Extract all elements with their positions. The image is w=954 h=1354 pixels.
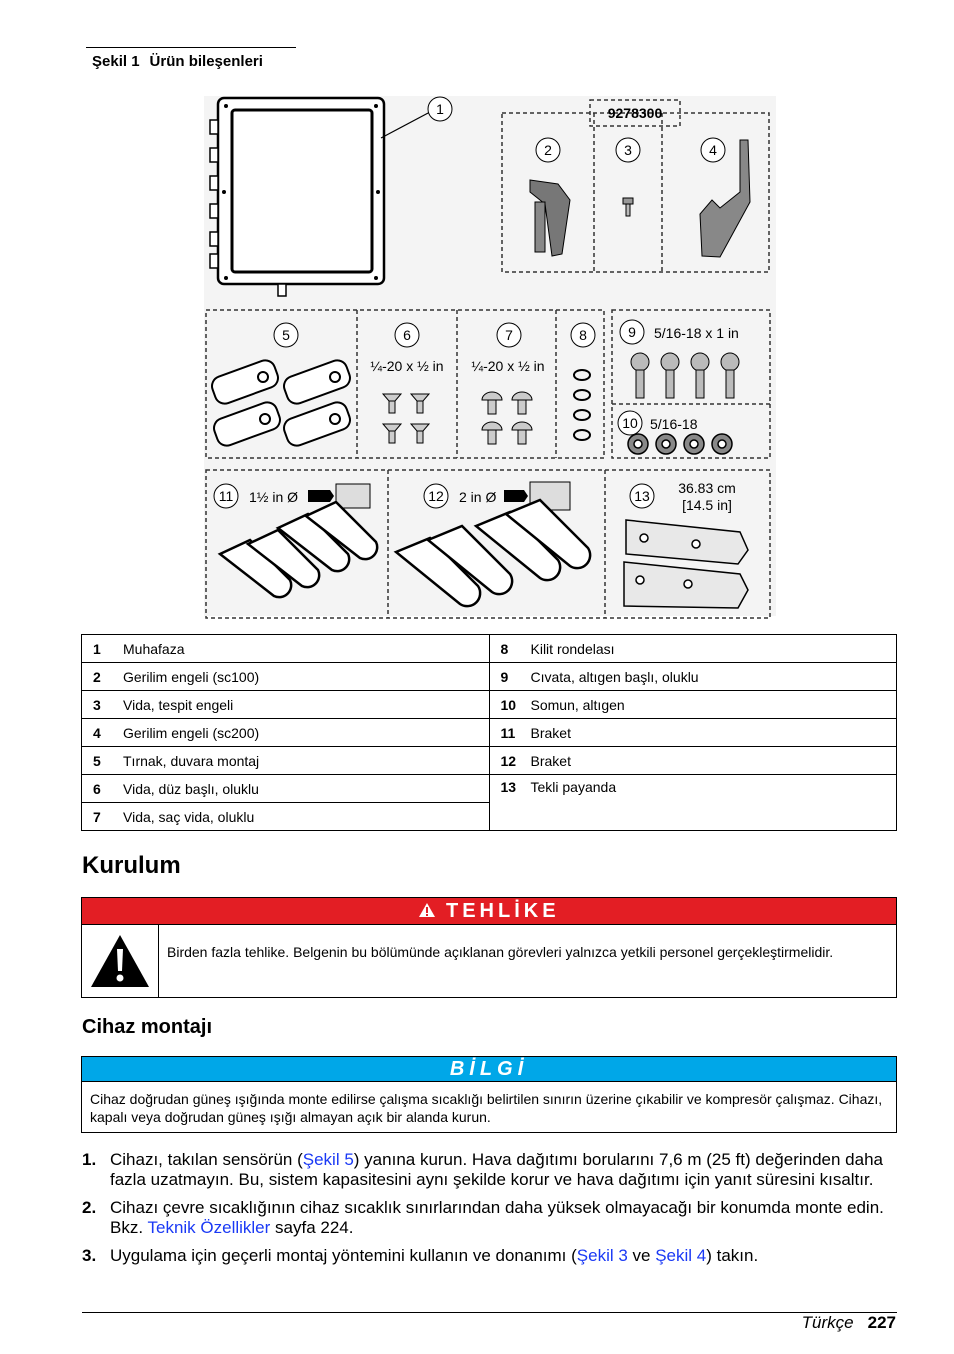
part-number: 13 <box>500 779 517 795</box>
parts-cell <box>82 775 490 803</box>
part-code: 9278300 <box>607 105 663 121</box>
length-in: [14.5 in] <box>682 497 732 513</box>
parts-cell <box>489 635 897 663</box>
callout-3-label: 3 <box>624 142 632 158</box>
product-components-figure <box>200 92 780 622</box>
parts-cell <box>82 663 490 691</box>
parts-cell <box>489 747 897 775</box>
danger-box <box>81 897 897 998</box>
part-name: Muhafaza <box>123 640 185 657</box>
parts-cell <box>82 635 490 663</box>
table-row <box>82 691 897 719</box>
part-number: 1 <box>93 640 101 657</box>
part-number: 8 <box>500 640 509 657</box>
step-text: Uygulama için geçerli montaj yöntemini kullanın ve donanımı ( <box>110 1246 577 1265</box>
part-number: 3 <box>93 696 101 713</box>
danger-header <box>82 898 896 925</box>
part-name: Gerilim engeli (sc100) <box>123 668 260 685</box>
page-footer <box>802 1313 896 1333</box>
figure-4-link[interactable]: Şekil 4 <box>655 1246 707 1265</box>
size-label-6: ¼-20 x ½ in <box>370 358 444 374</box>
parts-cell <box>489 719 897 747</box>
warning-icon <box>418 902 436 918</box>
part-name: Somun, altıgen <box>530 696 625 713</box>
note-header: BİLGİ <box>82 1057 896 1082</box>
part-name: Gerilim engeli (sc200) <box>123 724 260 741</box>
page-number: 227 <box>867 1313 896 1332</box>
parts-cell <box>489 663 897 691</box>
parts-cell <box>82 719 490 747</box>
part-name: Kilit rondelası <box>530 640 615 657</box>
danger-symbol <box>82 925 159 997</box>
step-text: Cihazı çevre sıcaklığının cihaz sıcaklık sınırlarından daha yüksek olmayacağı bir konumda monte edin. Bkz. <box>110 1198 884 1237</box>
part-number: 10 <box>500 696 517 713</box>
specifications-link[interactable]: Teknik Özellikler <box>147 1218 271 1237</box>
part-name: Tekli payanda <box>530 779 617 795</box>
step-text: sayfa 224. <box>270 1218 354 1237</box>
callout-8-label: 8 <box>579 327 587 343</box>
pipe-size-12: 2 in Ø <box>459 489 497 505</box>
danger-title: TEHLİKE <box>446 900 560 922</box>
figure-title-rule <box>86 47 296 48</box>
step-item <box>82 1198 902 1238</box>
footer-rule <box>82 1312 897 1313</box>
callout-2-label: 2 <box>544 142 552 158</box>
table-row <box>82 747 897 775</box>
part-name: Braket <box>530 752 571 769</box>
parts-cell <box>82 803 490 831</box>
part-number: 6 <box>93 780 101 797</box>
step-number: 2. <box>82 1198 97 1217</box>
part-number: 5 <box>93 752 101 769</box>
table-row <box>82 663 897 691</box>
step-text: ve <box>627 1246 656 1265</box>
callout-13-label: 13 <box>634 488 650 504</box>
part-name: Vida, düz başlı, oluklu <box>123 780 259 797</box>
part-number: 9 <box>500 668 509 685</box>
step-text: ) takın. <box>706 1246 759 1265</box>
figure-3-link[interactable]: Şekil 3 <box>576 1246 628 1265</box>
note-box <box>81 1056 897 1133</box>
figure-title <box>92 53 263 70</box>
size-label-9: 5/16-18 x 1 in <box>654 325 739 341</box>
step-item <box>82 1150 902 1190</box>
table-row <box>82 635 897 663</box>
callout-9-label: 9 <box>628 324 636 340</box>
length-cm: 36.83 cm <box>678 480 736 496</box>
part-number: 12 <box>500 752 517 769</box>
callout-11-label: 11 <box>218 488 234 504</box>
step-text: Cihazı, takılan sensörün ( <box>110 1150 303 1169</box>
part-name: Tırnak, duvara montaj <box>123 752 260 769</box>
callout-6-label: 6 <box>403 327 411 343</box>
part-name: Cıvata, altıgen başlı, oluklu <box>530 668 699 685</box>
part-number: 11 <box>500 724 516 741</box>
part-name: Braket <box>530 724 571 741</box>
note-text: Cihaz doğrudan güneş ışığında monte edilirse çalışma sıcaklığı belirtilen sınırın üzerine çıkabilir ve kompresör çalışmaz. Cihazı, kapalı veya doğrudan güneş ışığı almayan açık bir alanda kurun. <box>90 1091 883 1125</box>
callout-4-label: 4 <box>709 142 717 158</box>
callout-7-label: 7 <box>505 327 513 343</box>
parts-table <box>81 634 897 831</box>
figure-label: Şekil 1 <box>92 53 140 70</box>
section-title: Kurulum <box>82 852 181 879</box>
parts-cell <box>82 691 490 719</box>
parts-cell <box>82 747 490 775</box>
installation-steps <box>82 1150 902 1274</box>
figure-5-link[interactable]: Şekil 5 <box>302 1150 354 1169</box>
parts-cell <box>489 691 897 719</box>
table-row <box>82 719 897 747</box>
size-label-7: ¼-20 x ½ in <box>471 358 545 374</box>
pipe-size-11: 1½ in Ø <box>249 489 299 505</box>
part-number: 7 <box>93 808 101 825</box>
part-number: 4 <box>93 724 101 741</box>
callout-5-label: 5 <box>282 327 290 343</box>
part-name: Vida, saç vida, oluklu <box>123 808 255 825</box>
part-name: Vida, tespit engeli <box>123 696 234 713</box>
size-label-10: 5/16-18 <box>650 416 698 432</box>
footer-language: Türkçe <box>801 1313 854 1332</box>
parts-cell <box>489 775 897 831</box>
step-number: 1. <box>82 1150 97 1169</box>
step-number: 3. <box>82 1246 97 1265</box>
callout-12-label: 12 <box>428 488 444 504</box>
danger-text: Birden fazla tehlike. Belgenin bu bölümünde açıklanan görevleri yalnızca yetkili personel gerçekleştirmelidir. <box>167 944 834 960</box>
step-item <box>82 1246 902 1266</box>
warning-triangle-icon <box>89 933 151 989</box>
step-text: ) yanına kurun. Hava dağıtımı borularını 7,6 m (25 ft) değerinden daha fazla uzatmayın. Bu, sistem kapasitesini aynı şekilde korur ve hava dağıtımı için yanıt süresini kısaltır. <box>110 1150 883 1189</box>
callout-10-label: 10 <box>622 415 638 431</box>
subsection-title: Cihaz montajı <box>82 1016 213 1038</box>
callout-1-label: 1 <box>436 101 444 117</box>
figure-caption: Ürün bileşenleri <box>149 53 263 70</box>
table-row <box>82 775 897 803</box>
part-number: 2 <box>93 668 101 685</box>
